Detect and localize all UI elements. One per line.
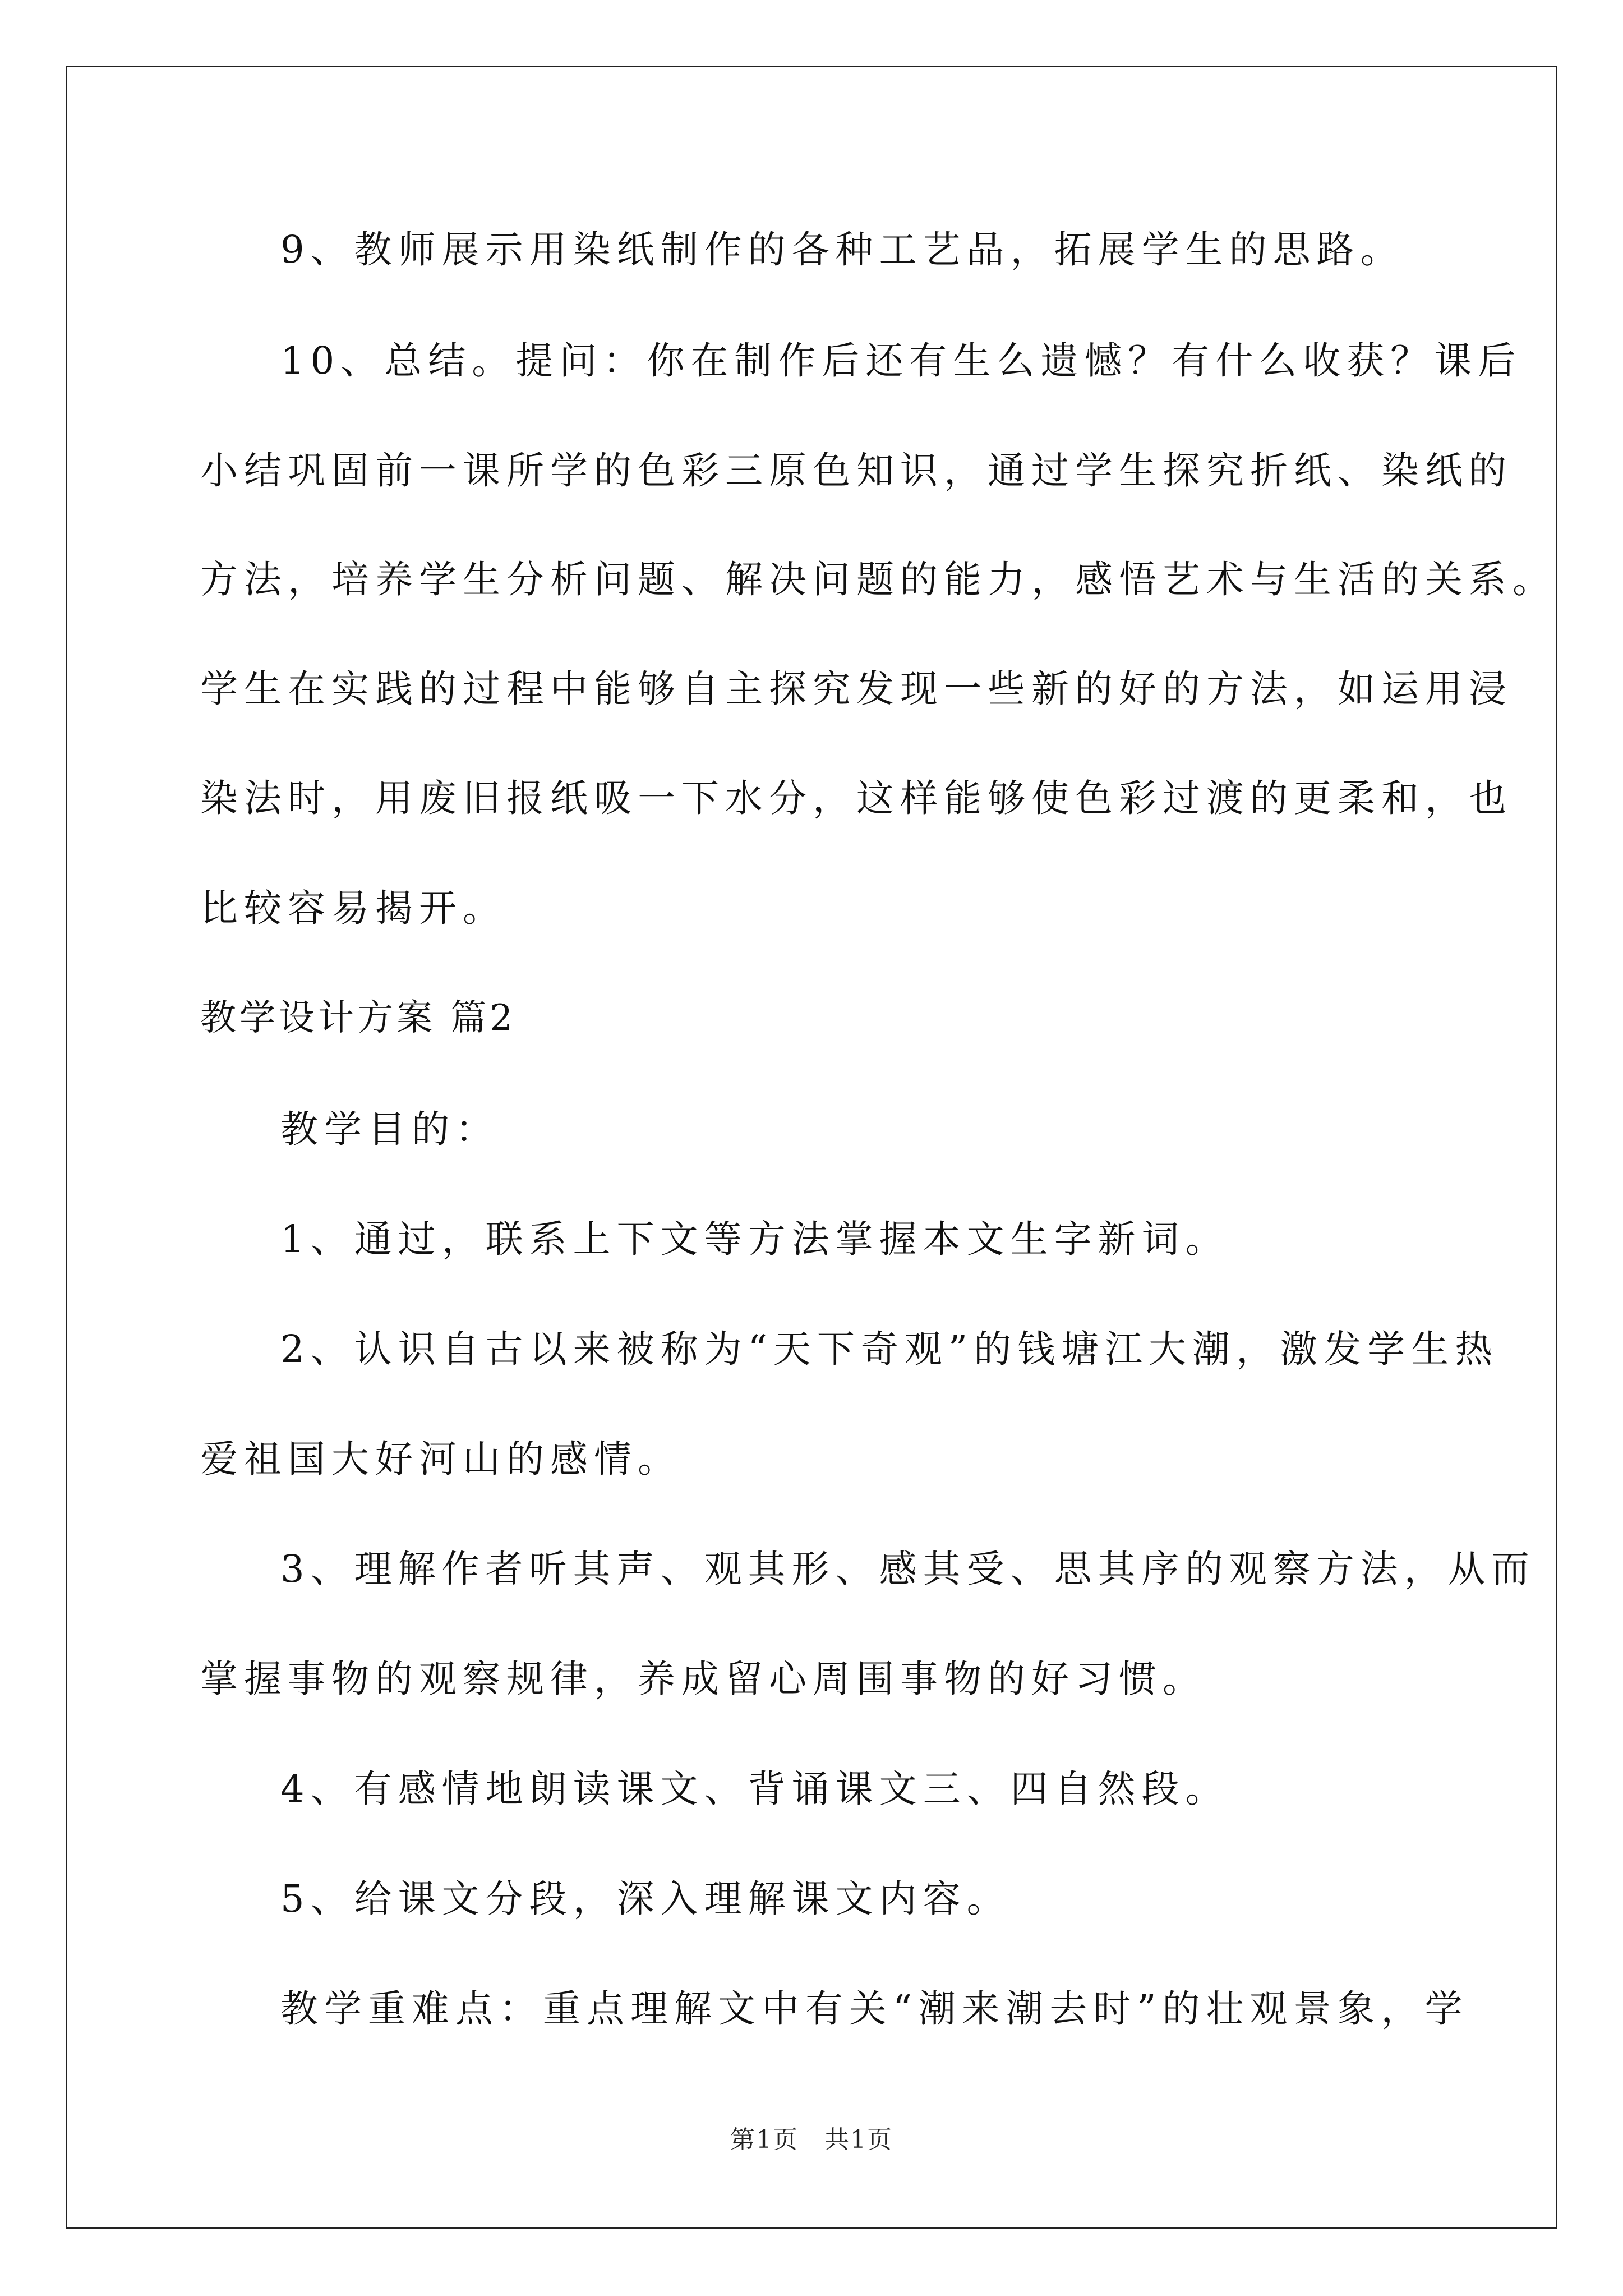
- section-heading: 教学设计方案 篇2: [200, 997, 517, 1039]
- paragraph-line: 1、通过，联系上下文等方法掌握本文生字新词。: [280, 1217, 1229, 1261]
- paragraph-line: 方法，培养学生分析问题、解决问题的能力，感悟艺术与生活的关系。: [200, 558, 1556, 601]
- paragraph-line: 教学目的：: [280, 1107, 499, 1151]
- paragraph-line: 9、教师展示用染纸制作的各种工艺品，拓展学生的思路。: [280, 228, 1404, 272]
- paragraph-line: 染法时，用废旧报纸吸一下水分，这样能够使色彩过渡的更柔和，也: [200, 776, 1513, 820]
- paragraph-line: 爱祖国大好河山的感情。: [200, 1437, 681, 1481]
- paragraph-line: 3、理解作者听其声、观其形、感其受、思其序的观察方法，从而: [280, 1547, 1536, 1591]
- paragraph-line: 10、总结。提问：你在制作后还有生么遗憾？有什么收获？课后: [280, 339, 1522, 383]
- paragraph-line: 学生在实践的过程中能够自主探究发现一些新的好的方法，如运用浸: [200, 667, 1513, 711]
- paragraph-line: 5、给课文分段，深入理解课文内容。: [280, 1877, 1011, 1921]
- paragraph-line: 4、有感情地朗读课文、背诵课文三、四自然段。: [280, 1767, 1229, 1811]
- paragraph-line: 掌握事物的观察规律，养成留心周围事物的好习惯。: [200, 1657, 1206, 1701]
- paragraph-line: 教学重难点：重点理解文中有关“潮来潮去时”的壮观景象，学: [280, 1987, 1469, 2031]
- paragraph-line: 小结巩固前一课所学的色彩三原色知识，通过学生探究折纸、染纸的: [200, 449, 1513, 493]
- page-footer: 第1页 共1页: [730, 2125, 893, 2154]
- paragraph-line: 2、认识自古以来被称为“天下奇观”的钱塘江大潮，激发学生热: [280, 1327, 1499, 1371]
- paragraph-line: 比较容易揭开。: [200, 886, 506, 930]
